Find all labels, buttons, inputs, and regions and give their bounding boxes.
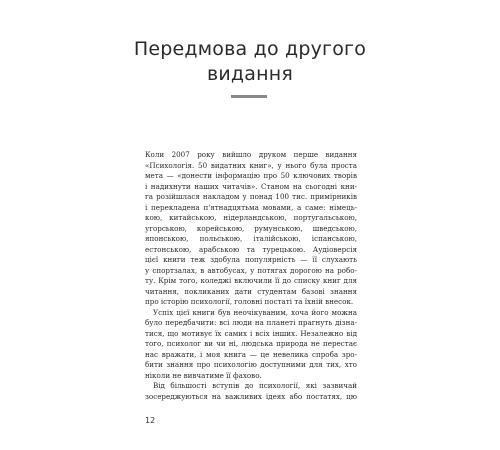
text-line: ту. Крім того, коледжі включили її до списку книг для	[145, 276, 357, 285]
text-line: бити знання про психологію доступними для тих, хто	[145, 360, 357, 369]
text-line: було передбачити: всі люди на планеті прагнуть дізна-	[145, 318, 357, 327]
text-line: Коли 2007 року вийшло друком перше видання	[145, 150, 357, 159]
text-line: про історію психології, головні постаті та їхній внесок.	[145, 297, 354, 306]
chapter-title-line-1: Передмова до другого	[133, 38, 367, 60]
text-line: кою, китайською, нідерландською, португальською,	[145, 213, 357, 222]
text-line: Від більшості вступів до психології, які зазвичай	[153, 381, 357, 390]
text-line: тися, що мотивує їх самих і всіх інших. Незалежно від	[145, 328, 357, 338]
page-number: 12	[145, 416, 156, 425]
text-line: і надихнути наших читачів». Станом на сьогодні кни-	[145, 181, 357, 191]
text-line: «Психологія. 50 видатних книг», у нього була проста	[145, 160, 357, 170]
text-line: зосереджуються на важливих ідеях або постатях, цю	[145, 391, 357, 401]
text-line: ніколи не вивчатиме її фахово.	[145, 370, 262, 380]
text-line: га розійшлася накладом у понад 100 тис. примірників	[145, 192, 357, 201]
text-line: японською, польською, італійською, іспанською,	[145, 234, 357, 243]
chapter-title-line-2: видання	[206, 63, 293, 85]
title-divider	[231, 95, 267, 98]
text-line: Успіх цієї книги був неочікуваним, хоча його можна	[153, 307, 357, 317]
text-line: читання, покликаних дати студентам базові знання	[145, 286, 357, 296]
body-text	[145, 150, 357, 402]
text-line: цієї книги теж здобула популярність — її слухають	[145, 255, 357, 264]
text-line: того, психолог ви чи ні, людська природа не перестає	[145, 339, 357, 348]
text-line: естонською, арабською та турецькою. Аудіоверсія	[145, 244, 357, 254]
text-line: угорською, корейською, румунською, шведською,	[145, 223, 357, 233]
text-line: у спортзалах, в автобусах, у потягах дорогою на робо-	[145, 265, 357, 275]
text-line: і перекладена п'ятнадцятьма мовами, а саме: німець-	[145, 202, 357, 212]
text-line: мета — «донести інформацію про 50 ключових творів	[145, 171, 357, 180]
text-line: нас вражати, і моя книга — це невелика спроба зро-	[145, 349, 357, 359]
